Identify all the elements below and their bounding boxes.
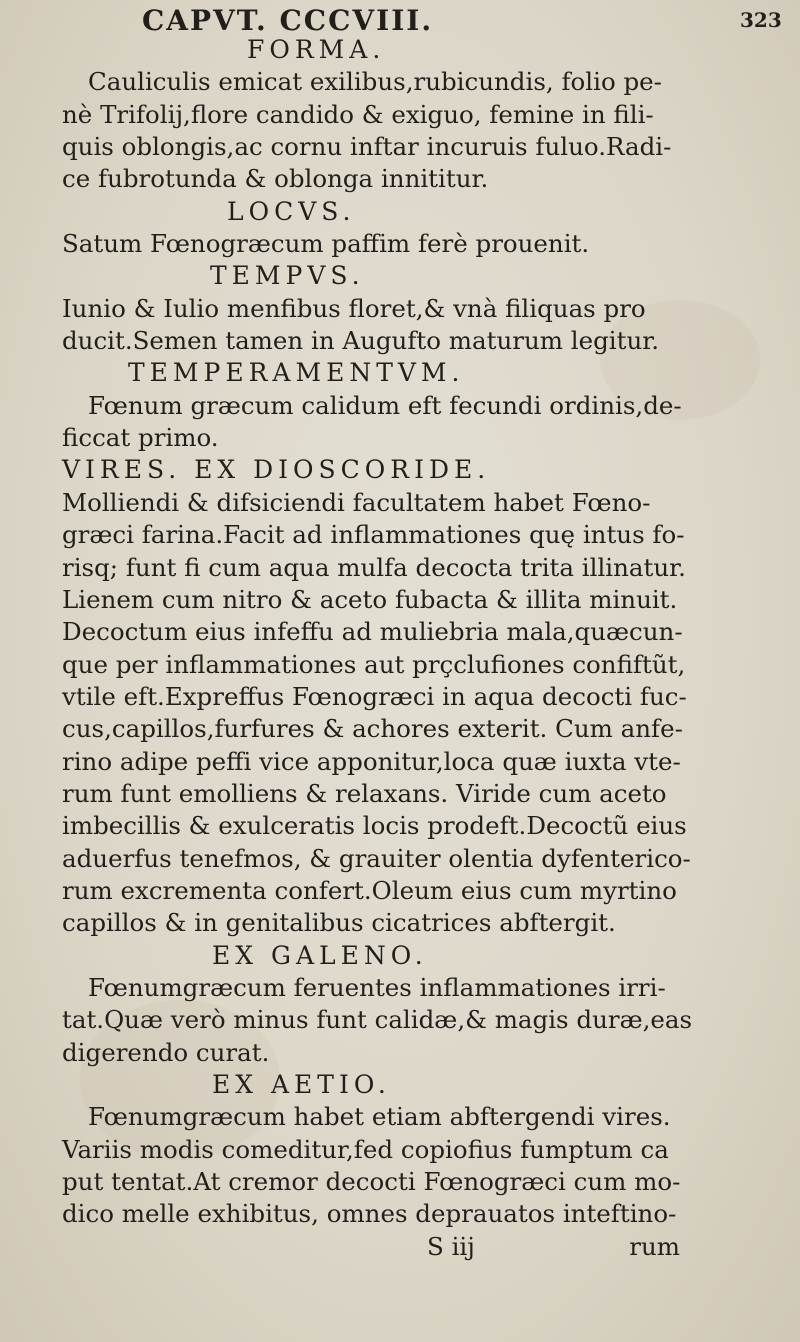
text-line: que per inflammationes aut prçclufiones confiftũt, bbox=[62, 649, 686, 679]
text-line: digerendo curat. bbox=[62, 1037, 270, 1067]
text-line: ficcat primo. bbox=[62, 423, 219, 453]
section-heading: FORMA. bbox=[247, 35, 386, 64]
text-line: quis oblongis,ac cornu inftar incuruis fuluo.Radi- bbox=[62, 132, 672, 162]
text-line: vtile eft.Expreffus Fœnogræci in aqua decocti fuc- bbox=[62, 681, 687, 711]
catchword: rum bbox=[629, 1231, 680, 1261]
text-line: Fœnum græcum calidum eft fecundi ordinis,de- bbox=[88, 390, 682, 420]
text-line: capillos & in genitalibus cicatrices abftergit. bbox=[62, 908, 616, 938]
text-line: Satum Fœnogræcum paffim ferè prouenit. bbox=[62, 229, 590, 259]
text-line: cus,capillos,furfures & achores exterit. Cum anfe- bbox=[62, 714, 683, 744]
text-line: Fœnumgræcum feruentes inflammationes irri- bbox=[88, 972, 666, 1002]
signature-mark: S iij bbox=[427, 1231, 475, 1261]
text-line: aduerfus tenefmos, & grauiter olentia dyfenterico- bbox=[62, 843, 691, 873]
text-line: Decoctum eius infeffu ad muliebria mala,quæcun- bbox=[62, 617, 683, 647]
text-line: rino adipe peffi vice apponitur,loca quæ iuxta vte- bbox=[62, 746, 681, 776]
text-block bbox=[62, 34, 742, 1263]
text-line: ce fubrotunda & oblonga innititur. bbox=[62, 164, 489, 194]
text-line: ducit.Semen tamen in Augufto maturum legitur. bbox=[62, 326, 660, 356]
section-heading: TEMPVS. bbox=[210, 261, 365, 291]
chapter-title: CAPVT. CCCVIII. bbox=[142, 4, 434, 37]
text-line: nè Trifolij,flore candido & exiguo, femine in fili- bbox=[62, 99, 654, 129]
running-head bbox=[0, 2, 800, 36]
text-line: rum excrementa confert.Oleum eius cum myrtino bbox=[62, 875, 677, 905]
page-number: 323 bbox=[740, 8, 782, 32]
section-heading: EX GALENO. bbox=[212, 940, 428, 970]
text-line: risq; funt fi cum aqua mulfa decocta trita illinatur. bbox=[62, 552, 686, 582]
section-heading: TEMPERAMENTVM. bbox=[128, 358, 465, 388]
text-line: Lienem cum nitro & aceto fubacta & illita minuit. bbox=[62, 584, 678, 614]
text-line: dico melle exhibitus, omnes deprauatos inteftino- bbox=[62, 1199, 677, 1229]
text-line: græci farina.Facit ad inflammationes quę intus fo- bbox=[62, 520, 685, 550]
page-footer bbox=[62, 1231, 742, 1263]
text-line: Iunio & Iulio menfibus floret,& vnà filiquas pro bbox=[62, 293, 646, 323]
text-line: imbecillis & exulceratis locis prodeft.Decoctũ eius bbox=[62, 811, 687, 841]
text-line: put tentat.At cremor decocti Fœnogræci cum mo- bbox=[62, 1167, 681, 1197]
text-line: tat.Quæ verò minus funt calidæ,& magis duræ,eas bbox=[62, 1005, 693, 1035]
text-line: Cauliculis emicat exilibus,rubicundis, folio pe- bbox=[88, 67, 662, 97]
text-line: Molliendi & difsiciendi facultatem habet Fœno- bbox=[62, 487, 651, 517]
text-line: rum funt emolliens & relaxans. Viride cum aceto bbox=[62, 778, 667, 808]
text-line: Variis modis comeditur,fed copiofius fumptum ca bbox=[62, 1134, 669, 1164]
section-heading: VIRES. EX DIOSCORIDE. bbox=[62, 455, 491, 485]
text-line: Fœnumgræcum habet etiam abftergendi vires. bbox=[88, 1102, 671, 1132]
section-heading: LOCVS. bbox=[227, 196, 356, 226]
section-heading: EX AETIO. bbox=[212, 1070, 391, 1099]
